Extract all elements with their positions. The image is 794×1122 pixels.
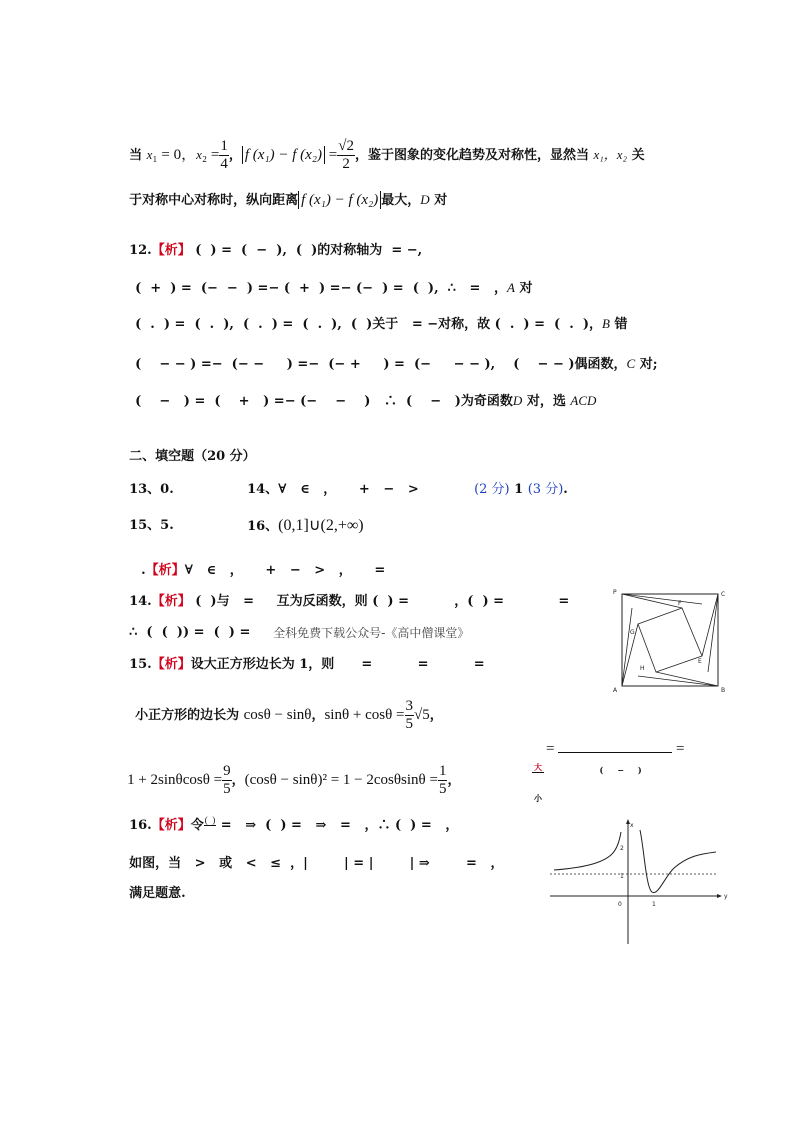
- answer-14: [238, 460, 419, 500]
- tick-label-1-y: 1: [620, 873, 624, 880]
- interval: (0,1]∪(2,+∞): [278, 517, 364, 534]
- text: = ⇒ ( ) = ⇒ = ，∴ ( ) = ，: [216, 818, 459, 833]
- denominator: 2: [342, 156, 350, 172]
- score: (2 分): [474, 482, 510, 497]
- text: ( )与 = 互为反函数，则 ( ) = ，( ) = =: [190, 594, 570, 609]
- line-3: [120, 221, 422, 261]
- line-7: [126, 371, 596, 412]
- curve-left: [554, 832, 621, 870]
- line-1: [120, 118, 645, 173]
- vars: x₁，x₂: [593, 147, 628, 162]
- axis-label-x: x: [630, 822, 634, 829]
- text: ( + ) = (− − ) =− ( + ) =− (− ) = ( ), ∴ = ，: [135, 281, 507, 296]
- label-c: C: [721, 591, 726, 598]
- inner-square: [638, 608, 702, 672]
- denominator: 5: [405, 716, 413, 732]
- label-h: H: [640, 665, 645, 672]
- ratio-fraction: [558, 752, 672, 785]
- question-number: 15.: [129, 657, 152, 672]
- option-letter: A: [506, 280, 515, 295]
- text: 错: [609, 317, 628, 332]
- analysis-tag: 【析】: [151, 243, 191, 258]
- outer-square: [622, 594, 718, 686]
- question-number: 12.: [129, 243, 152, 258]
- var-x: x: [196, 147, 202, 162]
- equals: =: [546, 741, 555, 757]
- label-a: A: [613, 687, 618, 694]
- text: ，: [429, 708, 443, 723]
- line-pf: [622, 594, 682, 608]
- analysis-tag: 【析】: [145, 563, 185, 578]
- fraction: [219, 138, 229, 173]
- text: 满足题意.: [129, 886, 186, 901]
- answer-13: 13、0.: [129, 482, 174, 497]
- text: 最大，: [381, 193, 421, 208]
- math: √5: [414, 707, 430, 723]
- analysis-15: [120, 635, 485, 675]
- line-ce: [702, 594, 718, 656]
- big-label: 大: [534, 762, 542, 772]
- small-label: 小: [534, 793, 542, 803]
- line-bh: [656, 672, 718, 686]
- text: ，: [311, 708, 325, 723]
- option-letter: B: [601, 316, 610, 331]
- text: 关: [627, 148, 645, 163]
- heading-text: 二、填空题（20 分）: [129, 449, 256, 464]
- label-e: E: [698, 658, 702, 665]
- text: ∴ ( ( )) = ( ) =: [129, 625, 251, 640]
- denominator: 5: [438, 781, 447, 797]
- var-x: x: [146, 147, 153, 162]
- equals: =: [676, 741, 685, 757]
- math: 1 + 2sinθcosθ =: [127, 772, 223, 788]
- answer: ACD: [570, 393, 597, 408]
- text: 对;: [635, 357, 658, 372]
- math: ₁ = 0，: [152, 147, 197, 163]
- text: 设大正方形边长为 1，则 = = =: [190, 657, 485, 672]
- question-number: 14.: [129, 594, 152, 609]
- text: ( ) = ( − ), ( )的对称轴为 = −,: [190, 243, 423, 258]
- label-b: B: [721, 687, 726, 694]
- option-letter: D: [512, 393, 523, 408]
- text: ( − ) = ( + ) =− (− − ) ∴ ( − )为奇函数: [135, 394, 513, 409]
- text: 15、5.: [129, 518, 174, 533]
- analysis-tag: 【析】: [151, 818, 191, 833]
- line-4: [126, 258, 532, 299]
- math: sinθ + cosθ =: [324, 707, 405, 723]
- denominator: 5: [223, 781, 231, 797]
- axis-label-y: y: [724, 893, 728, 900]
- abs-expression: f (x₁) − f (x₂): [298, 191, 381, 209]
- answer-15: [120, 496, 174, 536]
- fraction: [337, 138, 355, 173]
- text: ，: [228, 148, 242, 163]
- text: ，: [231, 773, 245, 788]
- answer-16: [238, 496, 364, 537]
- analysis-tag: 【析】: [151, 657, 191, 672]
- line-2: [120, 170, 447, 211]
- fraction: [405, 698, 415, 733]
- segment-ba: [638, 676, 718, 686]
- math: (cosθ − sinθ)² = 1 − 2cosθsinθ =: [244, 772, 438, 788]
- text: 对: [514, 281, 533, 296]
- numerator: 3: [405, 698, 413, 714]
- text: ，鉴于图象的变化趋势及对称性，显然当: [354, 148, 594, 163]
- segment-ap: [622, 608, 632, 686]
- text: 令: [190, 818, 204, 833]
- text: ，: [447, 773, 461, 788]
- analysis-15-cont-2: [118, 743, 460, 798]
- option-letter: C: [626, 356, 636, 371]
- text: ∀ ∈ ， + − > ， =: [184, 563, 386, 578]
- option-letter: D: [420, 192, 430, 207]
- tick-label-2: 2: [620, 845, 624, 852]
- area-ratio: [532, 741, 685, 803]
- text: ( . ) = ( . ), ( . ) = ( . ), ( )关于 = −对称，故 ( . ) = ( . )，: [135, 317, 602, 332]
- math: cosθ − sinθ: [243, 707, 312, 723]
- curve-right: [640, 830, 716, 893]
- text: 对，选: [522, 394, 571, 409]
- watermark: 全科免费下载公众号-《高中僧课堂》: [273, 626, 470, 640]
- text: 对: [429, 193, 448, 208]
- horizontal-axis-arrow: [717, 894, 722, 898]
- answer-row-13-14: [120, 460, 174, 500]
- text: .: [563, 482, 568, 497]
- text: 小正方形的边长为: [135, 708, 244, 723]
- math: =: [325, 147, 338, 163]
- math: ₂ =: [201, 147, 220, 163]
- abs-expression: f (x₁) − f (x₂): [242, 146, 325, 164]
- ratio-symbol: [532, 742, 544, 823]
- denominator: 4: [220, 156, 228, 172]
- numerator: 1: [438, 763, 447, 779]
- function-graph: [540, 818, 740, 948]
- fraction: [222, 763, 232, 798]
- text: 当: [129, 148, 147, 163]
- analysis-15-cont: [126, 678, 443, 733]
- analysis-16: [120, 795, 458, 836]
- analysis-tag: 【析】: [151, 594, 191, 609]
- tick-label-1-x: 1: [652, 901, 656, 908]
- label-g: G: [630, 629, 635, 636]
- text: 14、∀ ∈ ， + − >: [247, 482, 419, 497]
- text: ( − − ) =− (− − ) =− (− + ) = (− − − ), ( − − )偶函数，: [135, 357, 627, 372]
- segment-pf: [622, 594, 702, 604]
- fraction: [204, 815, 217, 836]
- numerator: 9: [223, 763, 231, 779]
- analysis-16-end: [120, 864, 186, 904]
- numerator: 1: [220, 138, 228, 154]
- text: .: [141, 563, 146, 578]
- question-number: 16.: [129, 818, 152, 833]
- label-p: P: [613, 589, 617, 596]
- square-diagram: [610, 586, 740, 696]
- numerator: √2: [338, 138, 354, 154]
- answer-value: 1: [509, 482, 528, 497]
- segment-cb: [708, 594, 718, 672]
- line-5: [126, 294, 627, 335]
- denominator: ( − ): [599, 765, 642, 775]
- numerator: ( ): [204, 815, 216, 825]
- text: 于对称中心对称时，纵向距离: [129, 193, 299, 208]
- origin-label: 0: [618, 901, 622, 908]
- line-6: [126, 334, 658, 375]
- score: (3 分): [527, 482, 564, 497]
- text: 如图，当 > 或 < ≤ ，| | = | | ⇒ = ，: [129, 856, 504, 871]
- label-f: F: [678, 600, 682, 607]
- answer-14-scores: [465, 460, 568, 500]
- text: 16、: [247, 519, 279, 534]
